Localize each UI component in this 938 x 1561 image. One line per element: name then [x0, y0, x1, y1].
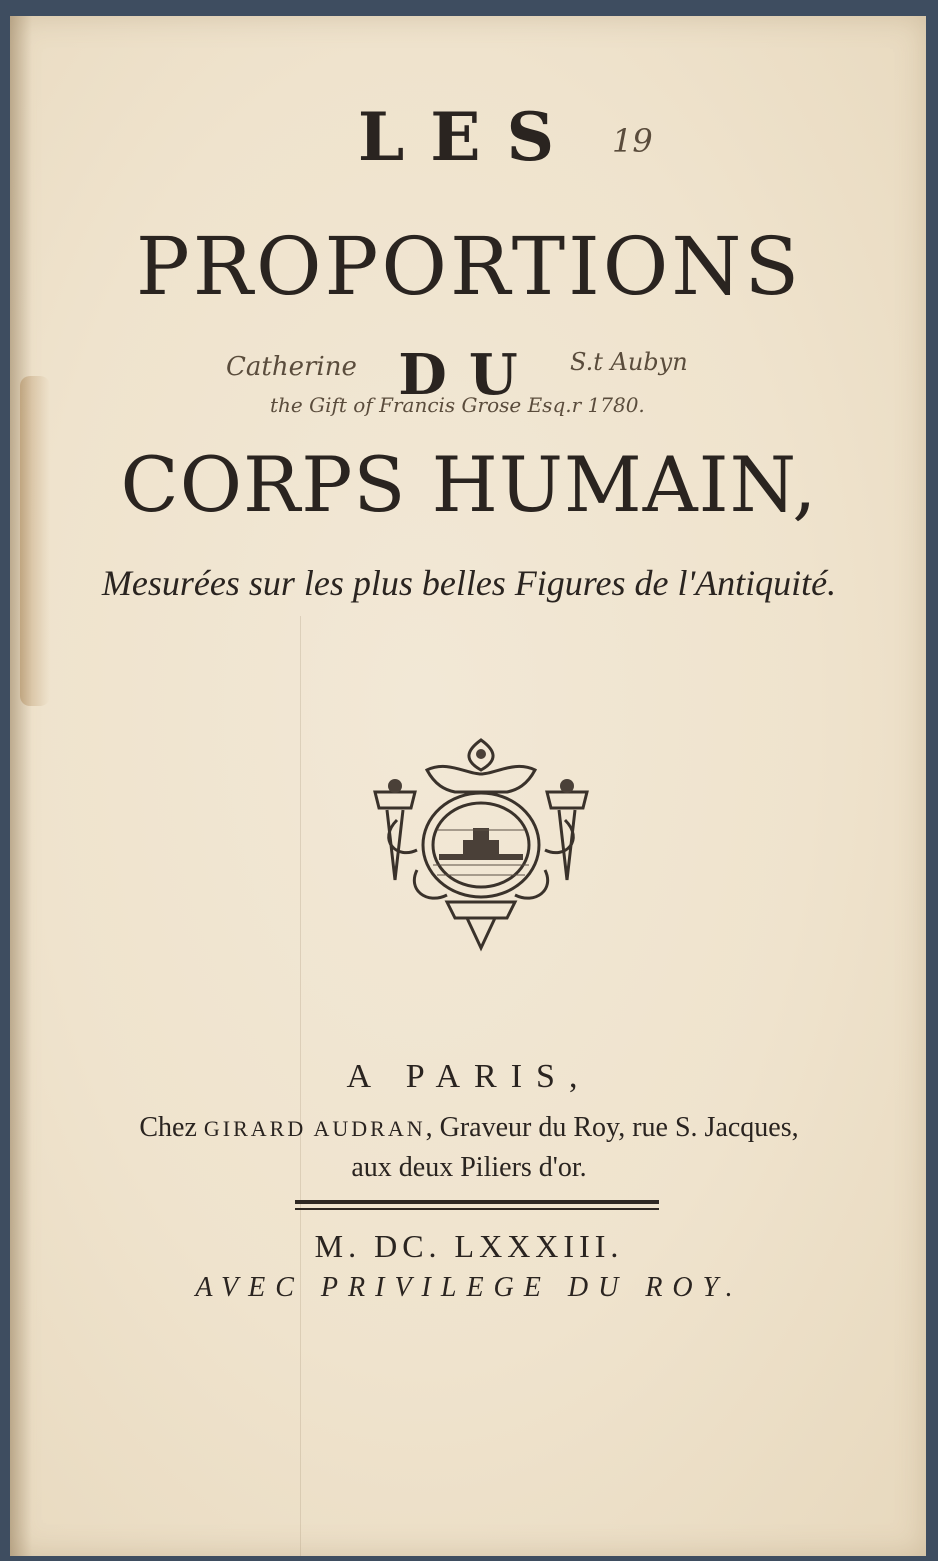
imprint-after: , Graveur du Roy, rue S. Jacques, — [425, 1112, 799, 1143]
title-corps-humain: CORPS HUMAIN, — [120, 440, 818, 529]
imprint-address: aux deux Piliers d'or. — [351, 1152, 587, 1183]
rule-thick — [295, 1200, 659, 1204]
imprint-place: A PARIS, — [346, 1058, 592, 1095]
imprint-before: Chez — [139, 1112, 204, 1143]
title-du: DU — [398, 342, 540, 408]
handwritten-number: 19 — [612, 122, 653, 160]
edge-stain — [20, 376, 50, 706]
handwritten-name-first: Catherine — [226, 352, 357, 382]
rule-thin — [295, 1208, 659, 1210]
double-rule — [295, 1200, 659, 1212]
imprint-name: GIRARD AUDRAN — [203, 1116, 426, 1141]
imprint-publisher — [0, 1112, 938, 1144]
title-les: LES — [357, 98, 581, 176]
privilege-line: AVEC PRIVILEGE DU ROY. — [195, 1272, 743, 1303]
title-proportions: PROPORTIONS — [135, 220, 803, 313]
subtitle: Mesurées sur les plus belles Figures de l'Antiquité. — [101, 563, 837, 603]
imprint-date: M. DC. LXXXIII. — [314, 1228, 624, 1264]
handwritten-gift-note: the Gift of Francis Grose Esq.r 1780. — [270, 393, 645, 417]
handwritten-name-last: S.t Aubyn — [570, 348, 688, 376]
printer-ornament-icon — [367, 730, 595, 958]
